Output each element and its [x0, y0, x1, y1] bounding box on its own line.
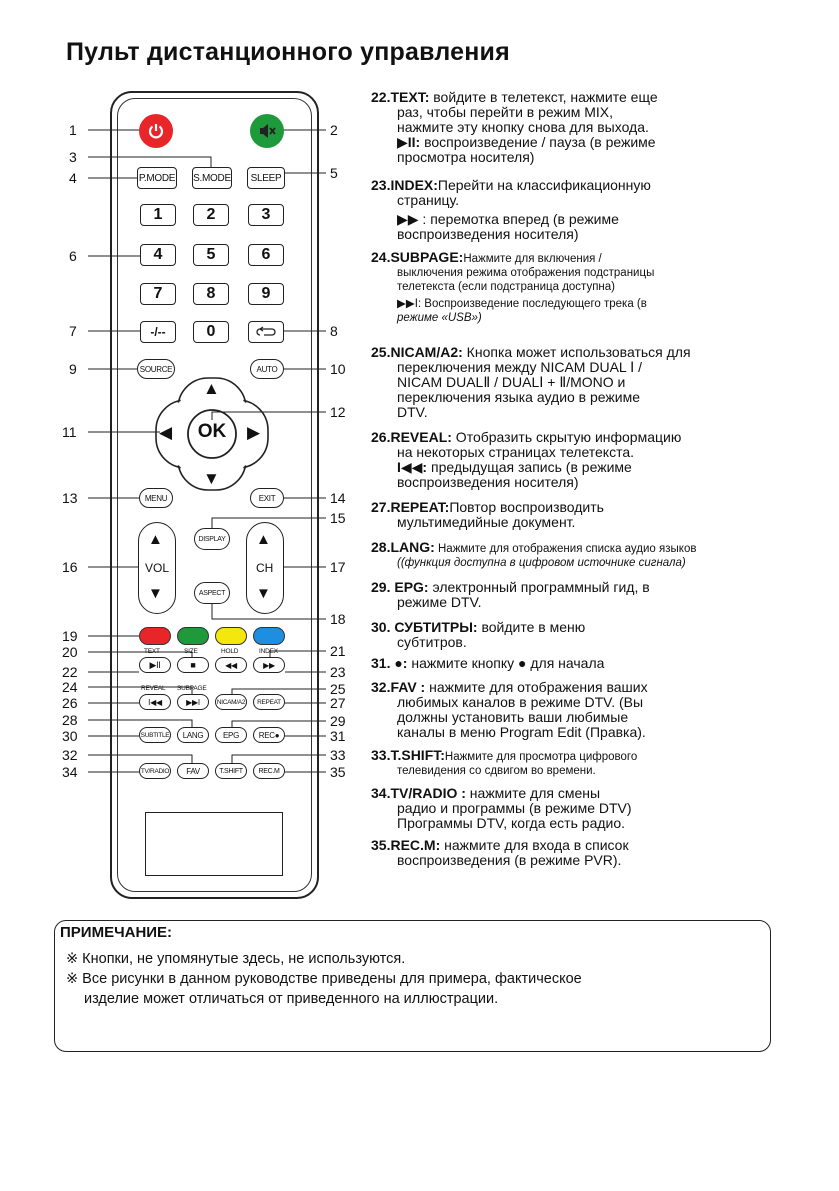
volume-label: VOL: [145, 561, 170, 575]
callout-5: 5: [330, 165, 338, 181]
channel-label: CH: [256, 561, 274, 575]
epg-button[interactable]: EPG: [215, 727, 247, 743]
callout-27: 27: [330, 695, 346, 711]
page-title: Пульт дистанционного управления: [66, 38, 510, 66]
lang-button[interactable]: LANG: [177, 727, 209, 743]
repeat-button[interactable]: REPEAT: [253, 694, 285, 710]
hold-label: HOLD: [221, 648, 239, 655]
volume-down-icon[interactable]: ▼: [148, 585, 163, 602]
callout-2: 2: [330, 122, 338, 138]
desc-23: 23.INDEX:Перейти на классификационную страницу. ▶▶ : перемотка вперед (в режиме воспроизведения носителя): [371, 177, 651, 242]
digit-0-button[interactable]: 0: [193, 321, 229, 343]
callout-22: 22: [62, 664, 78, 680]
callout-12: 12: [330, 404, 346, 420]
callout-15: 15: [330, 510, 346, 526]
record-button[interactable]: REC●: [253, 727, 285, 743]
note-line-2: ※ Все рисунки в данном руководстве приведены для примера, фактическое: [66, 971, 582, 987]
stop-button[interactable]: ■: [177, 657, 209, 673]
previous-button[interactable]: I◀◀: [139, 694, 171, 710]
digit-1-button[interactable]: 1: [140, 204, 176, 226]
digit-6-button[interactable]: 6: [248, 244, 284, 266]
digit-4-button[interactable]: 4: [140, 244, 176, 266]
size-label: SIZE: [184, 648, 198, 655]
pmode-button[interactable]: P.MODE: [137, 167, 177, 189]
callout-16: 16: [62, 559, 78, 575]
desc-30: 30. СУБТИТРЫ: войдите в меню субтитров.: [371, 619, 586, 650]
display-button[interactable]: DISPLAY: [194, 528, 230, 550]
volume-up-icon[interactable]: ▲: [148, 531, 163, 548]
callout-8: 8: [330, 323, 338, 339]
callout-9: 9: [69, 361, 77, 377]
callout-25: 25: [330, 681, 346, 697]
callout-7: 7: [69, 323, 77, 339]
auto-button[interactable]: AUTO: [250, 359, 284, 379]
callout-11: 11: [62, 424, 77, 440]
desc-26: 26.REVEAL: Отобразить скрытую информацию на некоторых страницах телетекста. I◀◀: предыдущая запись (в режиме воспроизведения носителя): [371, 429, 682, 490]
desc-31: 31. ●: нажмите кнопку ● для начала: [371, 655, 605, 671]
digit-8-button[interactable]: 8: [193, 283, 229, 305]
desc-28: 28.LANG: Нажмите для отображения списка аудио языков ((функция доступна в цифровом источнике сигнала): [371, 539, 697, 569]
desc-32: 32.FAV : нажмите для отображения ваших любимых каналов в режиме DTV. (Вы должны установить ваши любимые каналы в меню Program Edit (Правка).: [371, 679, 648, 740]
tv-radio-button[interactable]: TV/RADIO: [139, 763, 171, 779]
desc-22: 22.TEXT: войдите в телетекст, нажмите еще раз, чтобы перейти в режим MIX, нажмите эту кнопку снова для выхода. ▶II: воспроизведение / пауза (в режиме просмотра носителя): [371, 89, 658, 165]
callout-31: 31: [330, 728, 346, 744]
smode-button[interactable]: S.MODE: [192, 167, 232, 189]
callout-10: 10: [330, 361, 346, 377]
fav-button[interactable]: FAV: [177, 763, 209, 779]
play-pause-button[interactable]: ▶II: [139, 657, 171, 673]
index-label: INDEX: [259, 648, 278, 655]
timeshift-button[interactable]: T.SHIFT: [215, 763, 247, 779]
right-arrow-icon[interactable]: ▶: [247, 423, 261, 442]
up-arrow-icon[interactable]: ▲: [203, 379, 220, 398]
desc-25: 25.NICAM/A2: Кнопка может использоваться для переключения между NICAM DUAL Ⅰ / NICAM DUALⅡ / DUALⅠ + Ⅱ/MONO и переключения языка аудио в режиме DTV.: [371, 344, 691, 420]
sleep-button[interactable]: SLEEP: [247, 167, 285, 189]
desc-24: 24.SUBPAGE:Нажмите для включения / выключения режима отображения подстраницы телетекста (если подстраница доступна) ▶▶I: Воспроизведение последующего трека (в режиме «USB»): [371, 249, 655, 324]
record-list-button[interactable]: REC.M: [253, 763, 285, 779]
desc-29: 29. EPG: электронный программный гид, в режиме DTV.: [371, 579, 650, 610]
left-arrow-icon[interactable]: ◀: [159, 423, 173, 442]
down-arrow-icon[interactable]: ▼: [203, 469, 220, 488]
subpage-label: SUBPAGE: [177, 685, 207, 692]
callout-17: 17: [330, 559, 346, 575]
callout-32: 32: [62, 747, 78, 763]
subtitle-button[interactable]: SUBTITLE: [139, 727, 171, 743]
callout-14: 14: [330, 490, 346, 506]
ok-button[interactable]: OK: [197, 421, 227, 442]
rewind-button[interactable]: ◀◀: [215, 657, 247, 673]
text-label: TEXT: [144, 648, 160, 655]
callout-1: 1: [69, 122, 77, 138]
channel-up-icon[interactable]: ▲: [256, 531, 271, 548]
callout-35: 35: [330, 764, 346, 780]
digit-3-button[interactable]: 3: [248, 204, 284, 226]
callout-29: 29: [330, 713, 346, 729]
callout-20: 20: [62, 644, 78, 660]
callout-34: 34: [62, 764, 78, 780]
desc-35: 35.REC.M: нажмите для входа в список воспроизведения (в режиме PVR).: [371, 837, 629, 868]
channel-down-icon[interactable]: ▼: [256, 585, 271, 602]
note-line-3: изделие может отличаться от приведенного на иллюстрации.: [84, 991, 499, 1007]
aspect-button[interactable]: ASPECT: [194, 582, 230, 604]
digit-9-button[interactable]: 9: [248, 283, 284, 305]
callout-28: 28: [62, 712, 78, 728]
callout-4: 4: [69, 170, 77, 186]
callout-24: 24: [62, 679, 78, 695]
source-button[interactable]: SOURCE: [137, 359, 175, 379]
callout-30: 30: [62, 728, 78, 744]
desc-34: 34.TV/RADIO : нажмите для смены радио и программы (в режиме DTV) Программы DTV, когда есть радио.: [371, 785, 632, 831]
dash-button[interactable]: -/--: [140, 321, 176, 343]
callout-33: 33: [330, 747, 346, 763]
desc-33: 33.T.SHIFT:Нажмите для просмотра цифрового телевидения со сдвигом во времени.: [371, 747, 638, 777]
next-button[interactable]: ▶▶I: [177, 694, 209, 710]
callout-23: 23: [330, 664, 346, 680]
callout-18: 18: [330, 611, 346, 627]
fast-forward-button[interactable]: ▶▶: [253, 657, 285, 673]
callout-19: 19: [62, 628, 78, 644]
desc-27: 27.REPEAT:Повтор воспроизводить мультимедийные документ.: [371, 499, 604, 530]
digit-7-button[interactable]: 7: [140, 283, 176, 305]
reveal-label: REVEAL: [141, 685, 166, 692]
exit-button[interactable]: EXIT: [250, 488, 284, 508]
callout-3: 3: [69, 149, 77, 165]
digit-2-button[interactable]: 2: [193, 204, 229, 226]
callout-21: 21: [330, 643, 346, 659]
digit-5-button[interactable]: 5: [193, 244, 229, 266]
menu-button[interactable]: MENU: [139, 488, 173, 508]
note-title: ПРИМЕЧАНИЕ:: [60, 924, 173, 941]
note-line-1: ※ Кнопки, не упомянутые здесь, не используются.: [66, 951, 406, 967]
callout-13: 13: [62, 490, 78, 506]
nicam-button[interactable]: NICAM/A2: [215, 694, 247, 710]
callout-26: 26: [62, 695, 78, 711]
callout-6: 6: [69, 248, 77, 264]
